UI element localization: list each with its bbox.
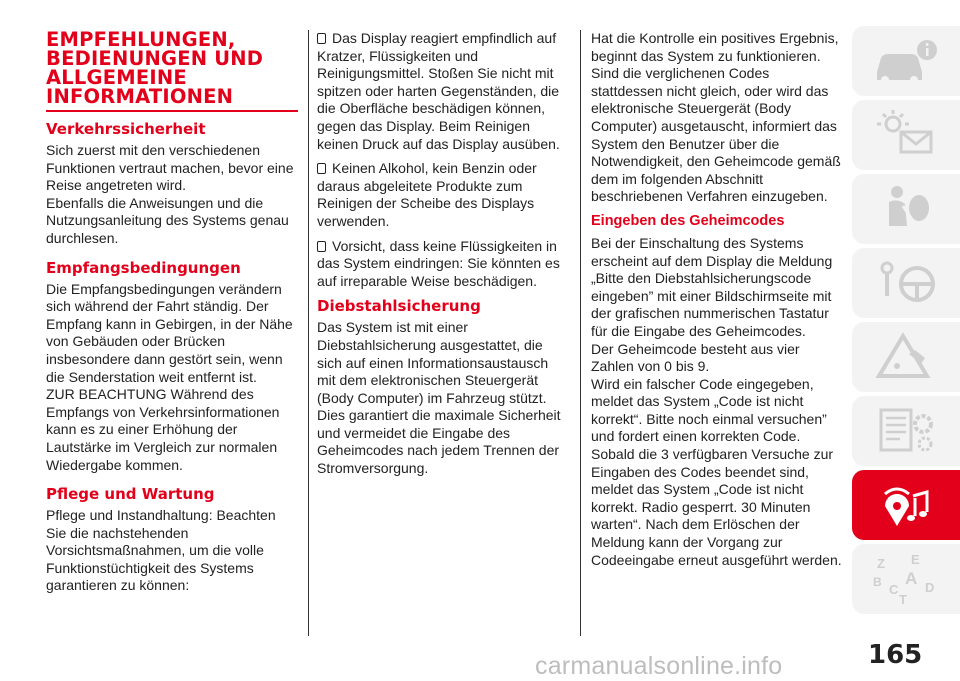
paragraph: Sich zuerst mit den verschiedenen Funktionen vertraut machen, bevor eine Reise angetreten wird.	[46, 142, 294, 194]
heading-care: Pflege und Wartung	[46, 485, 215, 504]
bullet-item: Keinen Alkohol, kein Benzin oder daraus abgeleitete Produkte zum Reinigen der Scheibe des Displays verwenden.	[317, 160, 537, 229]
bullet-item: Vorsicht, dass keine Flüssigkeiten in das System eindringen: Sie könnten es auf irreparable Weise beschädigen.	[317, 237, 560, 289]
watermark: carmanualsonline.info	[535, 652, 783, 680]
column-divider	[308, 30, 309, 636]
tab-starting-driving[interactable]	[852, 248, 960, 318]
title-divider	[46, 110, 298, 112]
svg-text:Z: Z	[877, 556, 885, 571]
heading-enter-code: Eingeben des Geheimcodes	[591, 212, 785, 229]
heading-traffic-safety: Verkehrssicherheit	[46, 120, 206, 138]
svg-text:A: A	[905, 569, 918, 588]
tab-emergency[interactable]	[852, 322, 960, 392]
index-letters-icon	[867, 550, 945, 608]
tab-car-info[interactable]	[852, 26, 960, 96]
paragraph: Sobald die 3 verfügbaren Versuche zur Eingaben des Codes beendet sind, meldet das System „Code ist nicht korrekt. Radio gesperrt. 30 Minuten warten“. Nach dem Erlöschen der Meldung kann der Vorgang zur Codeeingabe erneut ausgeführt werden.	[591, 446, 842, 568]
tab-maintenance[interactable]	[852, 396, 960, 466]
column-3	[591, 30, 843, 569]
tab-multimedia[interactable]	[852, 470, 960, 540]
svg-text:C: C	[889, 582, 899, 597]
bullet-icon	[317, 241, 326, 252]
tab-safety[interactable]	[852, 174, 960, 244]
key-steering-icon	[867, 254, 945, 312]
column-2	[317, 30, 567, 478]
svg-text:E: E	[911, 552, 920, 567]
svg-text:D: D	[925, 580, 935, 595]
chapter-sidebar	[852, 26, 960, 618]
breakdown-warning-icon	[867, 328, 945, 386]
bullet-item: Das Display reagiert empfindlich auf Kratzer, Flüssigkeiten und Reinigungsmittel. Stoßen Sie nicht mit spitzen oder harten Gegenständen, die die Oberfläche beschädigen können, gegen das Display. Beim Reinigen keinen Druck auf das Display ausüben.	[317, 30, 560, 152]
svg-text:B: B	[873, 575, 882, 589]
paragraph: Die Empfangsbedingungen verändern sich während der Fahrt ständig. Der Empfang kann in Gebirgen, in der Nähe von Gebäuden oder Brücken insbesondere dann gestört sein, wenn die Senderstation weit entfernt ist.	[46, 280, 293, 385]
page-title: EMPFEHLUNGEN, BEDIENUNGEN UND ALLGEMEINE INFORMATIONEN	[46, 28, 264, 108]
paragraph: ZUR BEACHTUNG Während des Empfangs von Verkehrsinformationen kann es zu einer Erhöhung der Lautstärke im Vergleich zur normalen Wiedergabe kommen.	[46, 386, 280, 473]
paragraph: Ebenfalls die Anweisungen und die Nutzungsanleitung des Systems genau durchlesen.	[46, 194, 289, 246]
airbag-safety-icon	[867, 180, 945, 238]
paragraph: Hat die Kontrolle ein positives Ergebnis, beginnt das System zu funktionieren. Sind die verglichenen Codes stattdessen nicht gleich, oder wird das elektronische Steuergerät (Body Computer) ausgetauscht, informiert das System den Benutzer über die Notwendigkeit, den Geheimcode gemäß dem im folgenden Abschnitt beschriebenen Verfahren einzugeben.	[591, 30, 841, 205]
paragraph: Das System ist mit einer Diebstahlsicherung ausgestattet, die sich auf einen Informationsaustausch mit dem elektronischen Steuergerät (Body Computer) im Fahrzeug stützt. Dies garantiert die maximale Sicherheit und vermeidet die Eingabe des Geheimcodes nach jedem Trennen der Stromversorgung.	[317, 319, 561, 477]
multimedia-icon	[867, 476, 945, 534]
tab-index[interactable]	[852, 544, 960, 614]
paragraph: Pflege und Instandhaltung: Beachten Sie die nachstehenden Vorsichtsmaßnahmen, um die volle Funktionstüchtigkeit des Systems garantieren zu können:	[46, 507, 276, 594]
heading-anti-theft: Diebstahlsicherung	[317, 297, 481, 316]
paragraph: Bei der Einschaltung des Systems erscheint auf dem Display die Meldung „Bitte den Diebstahlsicherungscode eingeben” mit einer Bildschirmseite mit der grafischen nummerischen Tastatur für die Eingabe des Geheimcodes.	[591, 234, 833, 339]
paragraph: Wird ein falscher Code eingegeben, meldet das System „Code ist nicht korrekt“. Bitte noch einmal versuchen” und fordert einen korrekten Code.	[591, 375, 827, 445]
paragraph: Der Geheimcode besteht aus vier Zahlen von 0 bis 9.	[591, 340, 800, 375]
svg-text:T: T	[899, 592, 907, 607]
bullet-icon	[317, 163, 326, 174]
car-info-icon	[867, 32, 945, 90]
column-divider	[580, 30, 581, 636]
tab-warning-lights[interactable]	[852, 100, 960, 170]
maintenance-list-icon	[867, 402, 945, 460]
page-number: 165	[868, 640, 923, 670]
bullet-icon	[317, 33, 326, 44]
warning-lights-icon	[867, 106, 945, 164]
heading-reception: Empfangsbedingungen	[46, 258, 241, 277]
column-1	[46, 30, 298, 595]
